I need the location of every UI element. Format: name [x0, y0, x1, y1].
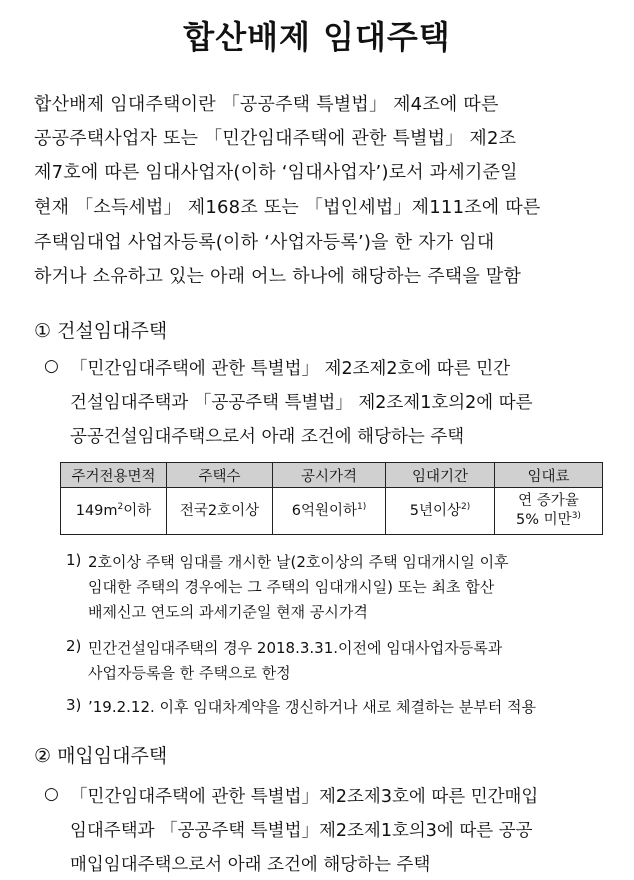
table-header: 주거전용면적 [61, 463, 167, 488]
bullet-circle-icon: ○ [44, 784, 59, 804]
table-row [61, 488, 603, 535]
intro-line: 하거나 소유하고 있는 아래 어느 하나에 해당하는 주택을 말함 [34, 266, 522, 287]
footnote-mark: 1) [66, 551, 82, 569]
footnote-line: 민간건설임대주택의 경우 2018.3.31.이전에 임대사업자등록과 [88, 639, 503, 657]
bullet-line: 매입임대주택으로서 아래 조건에 해당하는 주택 [70, 855, 431, 875]
bullet-line: 「민간임대주택에 관한 특별법」 제2조제2호에 따른 민간 [70, 359, 511, 379]
intro-line: 주택임대업 사업자등록(이하 ‘사업자등록’)을 한 자가 임대 [34, 232, 495, 253]
cell-price: 6억원이하$^{1)}$ [273, 488, 386, 535]
bullet-line: 임대주택과 「공공주택 특별법」제2조제1호의3에 따른 공공 [70, 821, 533, 841]
section-heading-construction: ① 건설임대주택 [34, 320, 168, 342]
table-header: 임대기간 [386, 463, 495, 488]
table-header: 공시가격 [273, 463, 386, 488]
cell-rent: 연 증가율 5% 미만$^{3)}$ [495, 488, 603, 535]
intro-line: 제7호에 따른 임대사업자(이하 ‘임대사업자’)로서 과세기준일 [34, 162, 518, 183]
cell-count: 전국2호이상 [167, 488, 273, 535]
condition-table [60, 462, 603, 535]
footnote-mark: 2) [66, 637, 82, 655]
bullet-line: 공공건설임대주택으로서 아래 조건에 해당하는 주택 [70, 427, 465, 447]
footnote-mark: 3) [66, 696, 82, 714]
bullet-line: 건설임대주택과 「공공주택 특별법」 제2조제1호의2에 따른 [70, 393, 533, 413]
table-header: 주택수 [167, 463, 273, 488]
cell-period: 5년이상$^{2)}$ [386, 488, 495, 535]
table-header-row [61, 463, 603, 488]
intro-line: 합산배제 임대주택이란 「공공주택 특별법」 제4조에 따른 [34, 94, 499, 115]
bullet-circle-icon: ○ [44, 356, 59, 376]
section-heading-purchase: ② 매입임대주택 [34, 745, 168, 767]
intro-line: 현재 「소득세법」 제168조 또는 「법인세법」제111조에 따른 [34, 197, 541, 218]
footnote-line: ’19.2.12. 이후 임대차계약을 갱신하거나 새로 체결하는 분부터 적용 [88, 698, 536, 716]
intro-line: 공공주택사업자 또는 「민간임대주택에 관한 특별법」 제2조 [34, 128, 517, 149]
bullet-line: 「민간임대주택에 관한 특별법」제2조제3호에 따른 민간매입 [70, 787, 539, 807]
table-header: 임대료 [495, 463, 603, 488]
page-title: 합산배제 임대주택 [183, 18, 451, 56]
footnote-line: 사업자등록을 한 주택으로 한정 [88, 664, 291, 682]
cell-area: $149m^2$이하 [61, 488, 167, 535]
footnote-line: 배제신고 연도의 과세기준일 현재 공시가격 [88, 603, 368, 621]
footnote-line: 2호이상 주택 임대를 개시한 날(2호이상의 주택 임대개시일 이후 [88, 553, 509, 571]
footnote-line: 임대한 주택의 경우에는 그 주택의 임대개시일) 또는 최초 합산 [88, 578, 495, 596]
